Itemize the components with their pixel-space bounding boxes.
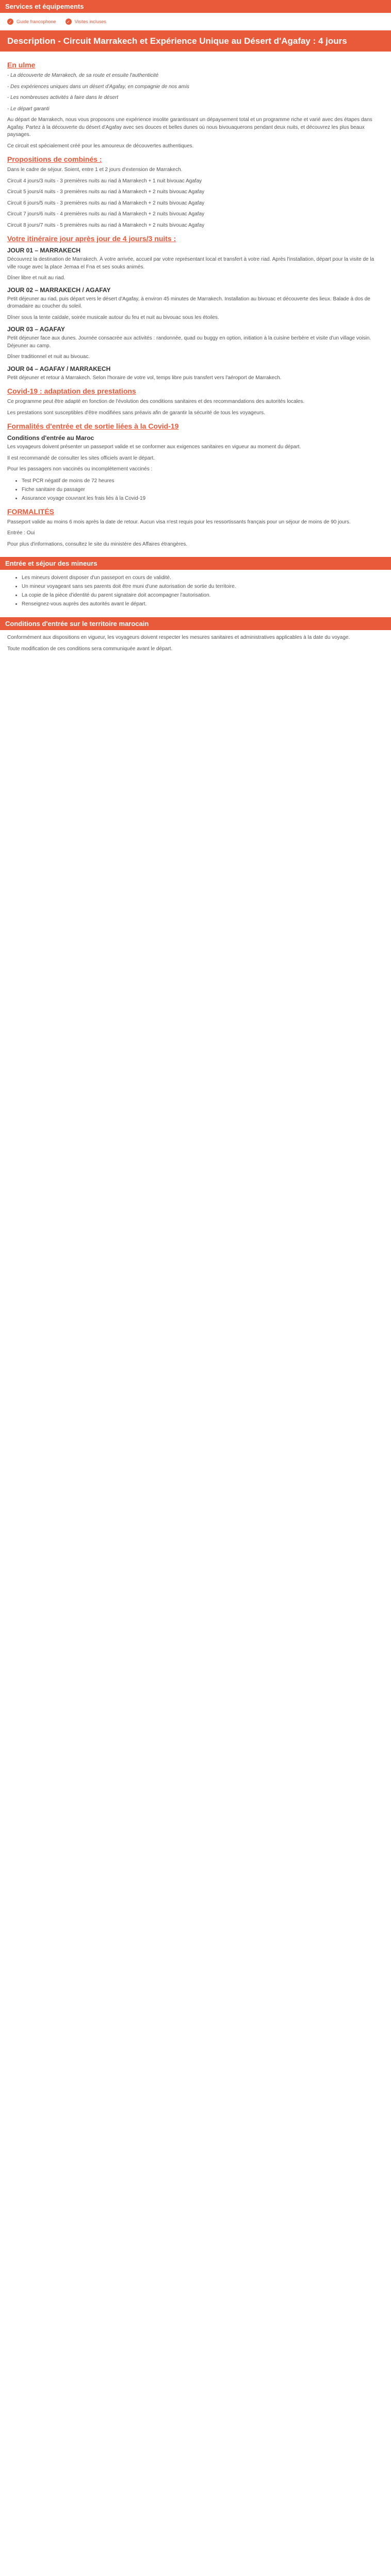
conditions-para: Conformément aux dispositions en vigueur, les voyageurs doivent respecter les mesures sanitaires et administratives applicables à la date du voyage. (7, 635, 350, 641)
combo-item: Circuit 6 jours/5 nuits - 3 premières nuits au riad à Marrakech + 2 nuits bivouac Agafay (7, 200, 205, 206)
day-para: Dîner libre et nuit au riad. (7, 275, 66, 281)
day-title: JOUR 01 – MARRAKECH (7, 247, 81, 255)
entry-list (7, 574, 384, 608)
formalities-para: Il est recommandé de consulter les sites officiels avant le départ. (7, 455, 155, 461)
day-para: Petit déjeuner face aux dunes. Journée consacrée aux activités : randonnée, quad ou buggy en option, initiation à la cuisine berbère et visite d'un village voisin. Déjeuner au camp. (7, 335, 371, 349)
guide-item (7, 19, 56, 25)
main-content (0, 52, 391, 557)
day-title: JOUR 03 – AGAFAY (7, 326, 65, 333)
day-para: Petit déjeuner au riad, puis départ vers le désert d'Agafay, à environ 45 minutes de Marrakech. Installation au bivouac et découverte des lieux. Balade à dos de dromadaire au coucher du soleil. (7, 296, 370, 310)
list-item: • Renseignez-vous auprès des autorités avant le départ. (22, 600, 384, 608)
day-title: JOUR 02 – MARRAKECH / AGAFAY (7, 286, 111, 294)
entry-section-bar: Entrée et séjour des mineurs (0, 557, 391, 570)
combo-item: Circuit 8 jours/7 nuits - 5 premières nuits au riad à Marrakech + 2 nuits bivouac Agafay (7, 222, 205, 228)
formalities-heading: Formalités d'entrée et de sortie liées à la Covid-19 (7, 422, 179, 431)
intro-para: Au départ de Marrakech, nous vous proposons une expérience insolite garantissant un dépaysement total et un programme riche et varié avec des étapes dans Agafay. Partez à la découverte du désert d'Agafay avec ses douces et belles dunes où nous bivouaquerons pendant deux nuits, et découvrez les plus beaux paysages. (7, 117, 372, 138)
list-item: • Un mineur voyageant sans ses parents doit être muni d'une autorisation de sortie du territoire. (22, 583, 384, 590)
day-para: Petit déjeuner et retour à Marrakech. Selon l'horaire de votre vol, temps libre puis transfert vers l'aéroport de Marrakech. (7, 375, 282, 381)
conditions-section-bar: Conditions d'entrée sur le territoire marocain (0, 617, 391, 630)
list-item: • Test PCR négatif de moins de 72 heures (22, 477, 384, 485)
visites-label: Visites incluses (74, 19, 106, 24)
formalities2-para: Passeport valide au moins 6 mois après la date de retour. Aucun visa n'est requis pour les ressortissants français pour un séjour de moins de 90 jours. (7, 519, 351, 525)
guide-label: Guide francophone (17, 19, 56, 24)
formalities2-entry: Entrée : Oui (7, 530, 35, 536)
covid-para: Les prestations sont susceptibles d'être modifiées sans préavis afin de garantir la sécurité de tous les voyageurs. (7, 410, 265, 416)
entry-content (0, 570, 391, 617)
formalities2-heading: FORMALITÉS (7, 507, 54, 516)
day-para: Découvrez la destination de Marrakech. À votre arrivée, accueil par votre représentant local et transfert à votre riad. Après l'installation, départ pour la visite de la ville rouge avec la place Jemaa el Fna et ses souks animés. (7, 257, 374, 270)
combo-item: Circuit 7 jours/6 nuits - 4 premières nuits au riad à Marrakech + 2 nuits bivouac Agafay (7, 211, 205, 217)
intro-para: Ce circuit est spécialement créé pour les amoureux de découvertes authentiques. (7, 143, 194, 149)
list-item: • Les mineurs doivent disposer d'un passeport en cours de validité. (22, 574, 384, 582)
combo-item: Circuit 4 jours/3 nuits - 3 premières nuits au riad à Marrakech + 1 nuit bivouac Agafay (7, 178, 202, 184)
person-icon: ✓ (7, 19, 13, 25)
covid-para: Ce programme peut être adapté en fonction de l'évolution des conditions sanitaires et des recommandations des autorités locales. (7, 399, 305, 405)
intro-heading: En ulme (7, 61, 36, 70)
formalities-list (7, 477, 384, 502)
formalities2-extra: Pour plus d'informations, consultez le site du ministère des Affaires étrangères. (7, 541, 188, 547)
combos-note: Dans le cadre de séjour. Soient, entre 1 et 2 jours d'extension de Marrakech. (7, 167, 183, 173)
itinerary-heading: Votre itinéraire jour après jour de 4 jours/3 nuits : (7, 234, 176, 243)
day-title: JOUR 04 – AGAFAY / MARRAKECH (7, 365, 111, 372)
ticket-icon: ✓ (66, 19, 72, 25)
combos-heading: Propositions de combinés : (7, 155, 102, 164)
conditions-para: Toute modification de ces conditions sera communiquée avant le départ. (7, 646, 173, 652)
day-para: Dîner sous la tente caïdale, soirée musicale autour du feu et nuit au bivouac sous les étoiles. (7, 314, 219, 320)
formalities-subtitle: Conditions d'entrée au Maroc (7, 434, 94, 442)
conditions-content (0, 630, 391, 662)
guides-row (0, 13, 391, 30)
intro-line: - Des expériences uniques dans un désert d'Agafay, en compagnie de nos amis (7, 83, 190, 90)
intro-line: - Les nombreuses activités à faire dans le désert (7, 95, 119, 101)
services-bar: Services et équipements (0, 0, 391, 13)
list-item: • La copie de la pièce d'identité du parent signataire doit accompagner l'autorisation. (22, 591, 384, 599)
list-item: • Assurance voyage couvrant les frais liés à la Covid-19 (22, 495, 384, 502)
list-item: • Fiche sanitaire du passager (22, 486, 384, 494)
intro-line: - La découverte de Marrakech, de sa route et ensuite l'authenticité (7, 73, 159, 79)
intro-line: - Le départ garanti (7, 106, 50, 112)
page (0, 0, 391, 662)
covid-heading: Covid-19 : adaptation des prestations (7, 387, 136, 396)
page-title: Description - Circuit Marrakech et Expérience Unique au Désert d'Agafay : 4 jours (0, 30, 391, 52)
formalities-para: Les voyageurs doivent présenter un passeport valide et se conformer aux exigences sanitaires en vigueur au moment du départ. (7, 444, 301, 450)
formalities-list-intro: Pour les passagers non vaccinés ou incomplètement vaccinés : (7, 466, 153, 472)
combo-item: Circuit 5 jours/4 nuits - 3 premières nuits au riad à Marrakech + 2 nuits bivouac Agafay (7, 189, 205, 195)
day-para: Dîner traditionnel et nuit au bivouac. (7, 354, 90, 360)
visites-item (66, 19, 106, 25)
